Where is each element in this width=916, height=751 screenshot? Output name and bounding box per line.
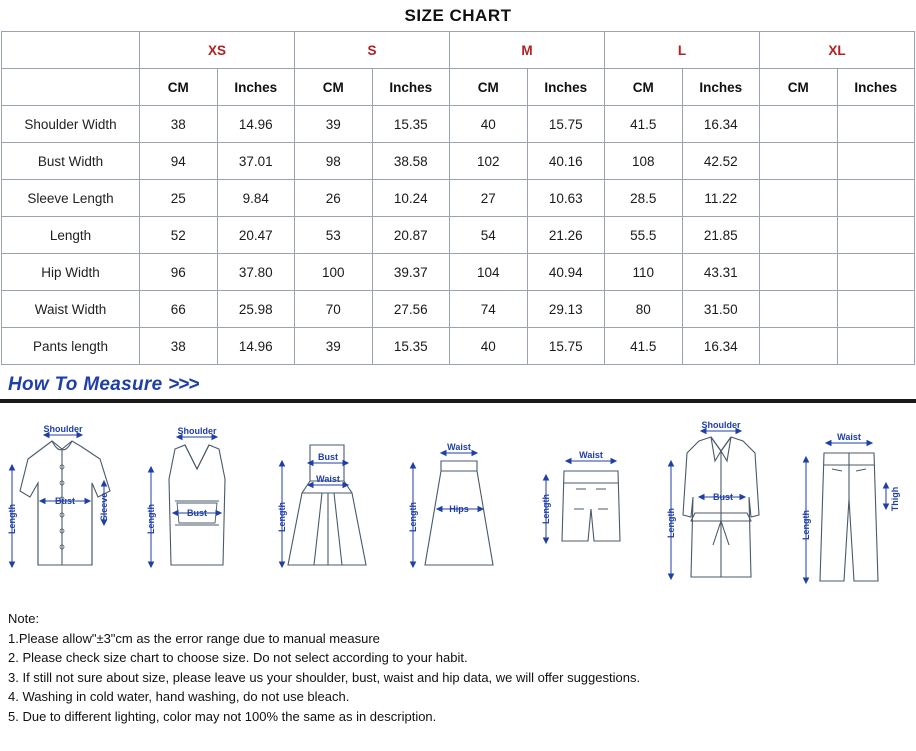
cell-shoulder-width-m-in: 15.75 [527,106,605,143]
note-line-1: 1.Please allow"±3"cm as the error range due to manual measure [8,630,380,646]
cell-waist-width-xl-in [837,291,915,328]
table-row [2,217,915,254]
cell-sleeve-length-xl-in [837,180,915,217]
unit-header-s-inches: Inches [372,69,450,106]
cell-sleeve-length-xl-cm [760,180,838,217]
table-row [2,254,915,291]
note-line-5: 5. Due to different lighting, color may not 100% the same as in description. [8,708,437,724]
cell-length-xs-in: 20.47 [217,217,295,254]
cell-bust-width-m-cm: 102 [450,143,528,180]
label-length: Length [408,502,418,532]
label-bust: Bust [318,452,338,462]
cell-length-s-in: 20.87 [372,217,450,254]
cell-shoulder-width-xs-in: 14.96 [217,106,295,143]
cell-length-l-in: 21.85 [682,217,760,254]
cell-hip-width-xs-cm: 96 [140,254,218,291]
cell-bust-width-s-cm: 98 [295,143,373,180]
label-length: Length [277,502,287,532]
row-label-waist-width: Waist Width [2,291,140,328]
cell-hip-width-m-cm: 104 [450,254,528,291]
label-length: Length [801,510,811,540]
cell-hip-width-s-in: 39.37 [372,254,450,291]
label-bust: Bust [55,496,75,506]
cell-bust-width-xs-cm: 94 [140,143,218,180]
note-line-2: 2. Please check size chart to choose size. Do not select according to your habit. [8,650,468,665]
cell-waist-width-l-cm: 80 [605,291,683,328]
size-header-s: S [295,32,450,69]
cell-bust-width-xl-in [837,143,915,180]
cell-pants-length-l-cm: 41.5 [605,328,683,365]
table-row [2,106,915,143]
cell-sleeve-length-xs-in: 9.84 [217,180,295,217]
row-label-sleeve-length: Sleeve Length [2,180,140,217]
cell-shoulder-width-m-cm: 40 [450,106,528,143]
coat-diagram [655,405,786,603]
cell-sleeve-length-s-in: 10.24 [372,180,450,217]
cell-sleeve-length-s-cm: 26 [295,180,373,217]
cell-hip-width-xs-in: 37.80 [217,254,295,291]
how-to-measure-section [0,372,916,403]
blouse-diagram [0,405,131,603]
cell-sleeve-length-xs-cm: 25 [140,180,218,217]
label-shoulder: Shoulder [701,420,741,430]
row-label-length: Length [2,217,140,254]
skirt-flare-diagram [262,405,393,603]
cell-length-l-cm: 55.5 [605,217,683,254]
cell-shoulder-width-xs-cm: 38 [140,106,218,143]
cell-bust-width-m-in: 40.16 [527,143,605,180]
page-title: SIZE CHART [404,6,512,25]
unit-header-l-cm: CM [605,69,683,106]
table-row [2,180,915,217]
cell-waist-width-xs-cm: 66 [140,291,218,328]
cell-length-xl-cm [760,217,838,254]
cell-length-m-in: 21.26 [527,217,605,254]
camisole-diagram [131,405,262,603]
measure-figures [0,403,916,603]
cell-pants-length-m-in: 15.75 [527,328,605,365]
cell-pants-length-xs-in: 14.96 [217,328,295,365]
cell-hip-width-l-cm: 110 [605,254,683,291]
how-to-measure-heading [0,372,916,399]
cell-hip-width-l-in: 43.31 [682,254,760,291]
size-header-xs: XS [140,32,295,69]
label-length: Length [541,494,551,524]
cell-shoulder-width-s-cm: 39 [295,106,373,143]
cell-pants-length-xl-cm [760,328,838,365]
cell-sleeve-length-l-in: 11.22 [682,180,760,217]
unit-header-xs-inches: Inches [217,69,295,106]
notes-heading: Note: [8,611,40,626]
unit-corner-cell [2,69,140,106]
unit-header-m-inches: Inches [527,69,605,106]
size-header-xl: XL [760,32,915,69]
cell-bust-width-l-in: 42.52 [682,143,760,180]
unit-header-xl-cm: CM [760,69,838,106]
cell-length-s-cm: 53 [295,217,373,254]
how-to-measure-text: How To Measure [8,374,163,395]
arrows-icon: >>> [168,374,199,395]
label-thigh: Thigh [890,486,900,512]
cell-sleeve-length-m-in: 10.63 [527,180,605,217]
table-row-unit-headers [2,69,915,106]
label-length: Length [666,508,676,538]
notes-section [0,603,916,726]
cell-sleeve-length-l-cm: 28.5 [605,180,683,217]
cell-waist-width-m-cm: 74 [450,291,528,328]
cell-shoulder-width-l-in: 16.34 [682,106,760,143]
figure-pants [786,405,916,603]
figure-skirt [393,405,524,603]
cell-bust-width-xs-in: 37.01 [217,143,295,180]
label-length: Length [7,504,17,534]
cell-hip-width-xl-in [837,254,915,291]
label-waist: Waist [837,432,861,442]
row-label-bust-width: Bust Width [2,143,140,180]
table-row [2,143,915,180]
table-row-size-headers [2,32,915,69]
cell-bust-width-l-cm: 108 [605,143,683,180]
cell-waist-width-l-in: 31.50 [682,291,760,328]
cell-shoulder-width-xl-in [837,106,915,143]
cell-pants-length-l-in: 16.34 [682,328,760,365]
label-shoulder: Shoulder [177,426,217,436]
cell-shoulder-width-s-in: 15.35 [372,106,450,143]
cell-sleeve-length-m-cm: 27 [450,180,528,217]
table-row [2,291,915,328]
unit-header-l-inches: Inches [682,69,760,106]
cell-waist-width-xl-cm [760,291,838,328]
label-bust: Bust [713,492,733,502]
note-line-3: 3. If still not sure about size, please leave us your shoulder, bust, waist and hip data, we will offer suggestions. [8,669,641,685]
row-label-pants-length: Pants length [2,328,140,365]
unit-header-m-cm: CM [450,69,528,106]
figure-camisole [131,405,262,603]
note-line-4: 4. Washing in cold water, hand washing, do not use bleach. [8,689,350,704]
cell-waist-width-xs-in: 25.98 [217,291,295,328]
cell-length-xs-cm: 52 [140,217,218,254]
cell-shoulder-width-l-cm: 41.5 [605,106,683,143]
unit-header-xs-cm: CM [140,69,218,106]
cell-shoulder-width-xl-cm [760,106,838,143]
cell-hip-width-xl-cm [760,254,838,291]
size-header-l: L [605,32,760,69]
cell-pants-length-xl-in [837,328,915,365]
cell-waist-width-s-cm: 70 [295,291,373,328]
cell-hip-width-s-cm: 100 [295,254,373,291]
label-bust: Bust [187,508,207,518]
size-header-m: M [450,32,605,69]
row-label-hip-width: Hip Width [2,254,140,291]
cell-waist-width-m-in: 29.13 [527,291,605,328]
cell-length-xl-in [837,217,915,254]
cell-pants-length-m-cm: 40 [450,328,528,365]
table-corner-cell [2,32,140,69]
label-waist: Waist [447,442,471,452]
figure-coat [655,405,786,603]
cell-length-m-cm: 54 [450,217,528,254]
size-chart-table [1,31,915,365]
label-sleeve: Sleeve [99,492,109,522]
unit-header-xl-inches: Inches [837,69,915,106]
table-row [2,328,915,365]
cell-pants-length-s-cm: 39 [295,328,373,365]
cell-bust-width-xl-cm [760,143,838,180]
label-length: Length [146,504,156,534]
label-shoulder: Shoulder [43,424,83,434]
label-hips: Hips [449,504,469,514]
cell-pants-length-s-in: 15.35 [372,328,450,365]
shorts-diagram [524,405,655,603]
figure-shorts [524,405,655,603]
cell-bust-width-s-in: 38.58 [372,143,450,180]
label-waist: Waist [316,474,340,484]
row-label-shoulder-width: Shoulder Width [2,106,140,143]
skirt-diagram [393,405,524,603]
section-divider [0,399,916,403]
figure-skirt-flare [262,405,393,603]
cell-waist-width-s-in: 27.56 [372,291,450,328]
figure-blouse [0,405,131,603]
cell-pants-length-xs-cm: 38 [140,328,218,365]
unit-header-s-cm: CM [295,69,373,106]
pants-diagram [786,405,916,603]
cell-hip-width-m-in: 40.94 [527,254,605,291]
label-waist: Waist [579,450,603,460]
